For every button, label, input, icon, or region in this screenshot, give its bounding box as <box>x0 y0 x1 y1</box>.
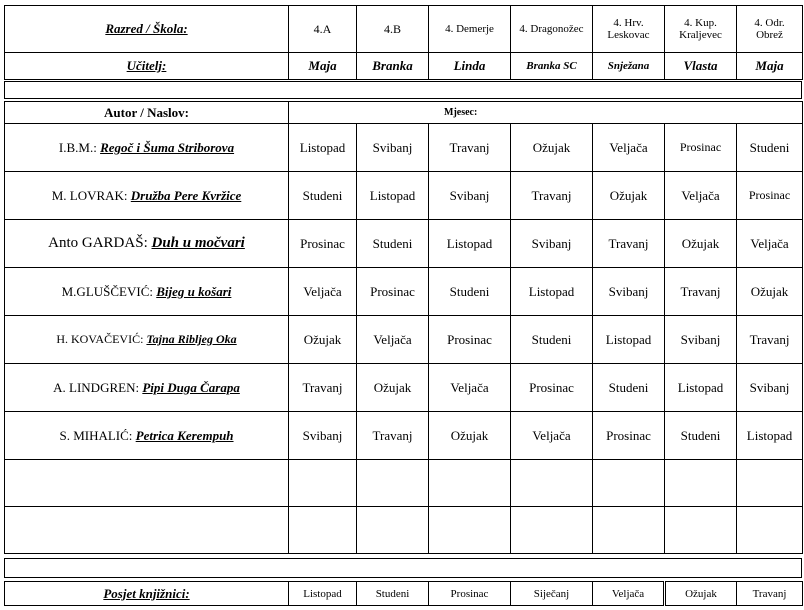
table-row <box>5 268 803 316</box>
month-cell: Travanj <box>593 220 665 268</box>
library-month-cell: Studeni <box>357 582 429 606</box>
table-row <box>5 220 803 268</box>
month-cell: Travanj <box>665 268 737 316</box>
library-month-cell: Siječanj <box>511 582 593 606</box>
teacher-cell: Vlasta <box>665 53 737 80</box>
month-cell: Listopad <box>289 124 357 172</box>
class-cell: 4. Demerje <box>429 6 511 53</box>
month-cell: Studeni <box>665 412 737 460</box>
month-cell: Ožujak <box>665 220 737 268</box>
table-row <box>5 316 803 364</box>
book-cell: M.GLUŠČEVIĆ: Bijeg u košari <box>5 268 289 316</box>
month-cell: Svibanj <box>511 220 593 268</box>
month-cell: Studeni <box>429 268 511 316</box>
library-month-cell: Veljača <box>593 582 665 606</box>
month-cell: Studeni <box>289 172 357 220</box>
teacher-row <box>5 53 803 80</box>
month-cell: Travanj <box>429 124 511 172</box>
library-label: Posjet knjižnici: <box>5 582 289 606</box>
class-cell: 4. Dragonožec <box>511 6 593 53</box>
book-cell: M. LOVRAK: Družba Pere Kvržice <box>5 172 289 220</box>
empty-cell <box>665 460 737 507</box>
month-cell: Prosinac <box>289 220 357 268</box>
month-cell: Veljača <box>429 364 511 412</box>
teacher-cell: Branka SC <box>511 53 593 80</box>
month-cell: Svibanj <box>665 316 737 364</box>
month-cell: Veljača <box>737 220 803 268</box>
month-cell: Prosinac <box>737 172 803 220</box>
class-cell: 4.A <box>289 6 357 53</box>
month-cell: Travanj <box>357 412 429 460</box>
month-cell: Veljača <box>593 124 665 172</box>
month-cell: Veljača <box>289 268 357 316</box>
table-row <box>5 124 803 172</box>
teacher-row-label: Učitelj: <box>5 53 289 80</box>
month-cell: Ožujak <box>357 364 429 412</box>
month-cell: Veljača <box>357 316 429 364</box>
month-cell: Studeni <box>593 364 665 412</box>
table-row <box>5 172 803 220</box>
library-month-cell: Ožujak <box>665 582 737 606</box>
month-cell: Travanj <box>511 172 593 220</box>
month-cell: Prosinac <box>665 124 737 172</box>
empty-cell <box>665 507 737 554</box>
empty-cell <box>357 507 429 554</box>
month-cell: Prosinac <box>429 316 511 364</box>
header-table <box>4 5 803 80</box>
month-cell: Ožujak <box>511 124 593 172</box>
month-cell: Prosinac <box>511 364 593 412</box>
book-cell: I.B.M.: Regoč i Šuma Striborova <box>5 124 289 172</box>
class-row <box>5 6 803 53</box>
month-cell: Veljača <box>665 172 737 220</box>
month-cell: Listopad <box>593 316 665 364</box>
month-cell: Svibanj <box>289 412 357 460</box>
month-cell: Listopad <box>357 172 429 220</box>
empty-cell <box>593 460 665 507</box>
empty-cell <box>357 460 429 507</box>
empty-cell <box>593 507 665 554</box>
book-cell: H. KOVAČEVIĆ: Tajna Ribljeg Oka <box>5 316 289 364</box>
empty-cell <box>737 507 803 554</box>
class-cell: 4. Hrv. Leskovac <box>593 6 665 53</box>
library-month-cell: Listopad <box>289 582 357 606</box>
empty-cell <box>429 507 511 554</box>
class-cell: 4. Kup. Kraljevec <box>665 6 737 53</box>
empty-cell <box>289 507 357 554</box>
month-cell: Veljača <box>511 412 593 460</box>
teacher-cell: Maja <box>289 53 357 80</box>
teacher-cell: Branka <box>357 53 429 80</box>
library-month-cell: Prosinac <box>429 582 511 606</box>
month-cell: Travanj <box>289 364 357 412</box>
library-visit-table <box>4 581 803 606</box>
empty-cell <box>5 507 289 554</box>
library-row <box>5 582 803 606</box>
month-cell: Studeni <box>511 316 593 364</box>
month-cell: Svibanj <box>593 268 665 316</box>
library-month-cell: Travanj <box>737 582 803 606</box>
table-row <box>5 364 803 412</box>
month-cell: Listopad <box>511 268 593 316</box>
empty-cell <box>737 460 803 507</box>
book-cell: A. LINDGREN: Pipi Duga Čarapa <box>5 364 289 412</box>
reading-schedule-table <box>4 101 803 554</box>
month-cell: Studeni <box>357 220 429 268</box>
class-cell: 4.B <box>357 6 429 53</box>
empty-cell <box>511 460 593 507</box>
month-cell: Prosinac <box>593 412 665 460</box>
month-cell: Listopad <box>429 220 511 268</box>
empty-cell <box>289 460 357 507</box>
month-cell: Ožujak <box>737 268 803 316</box>
month-cell: Prosinac <box>357 268 429 316</box>
month-cell: Studeni <box>737 124 803 172</box>
table-row <box>5 412 803 460</box>
teacher-cell: Snježana <box>593 53 665 80</box>
month-cell: Svibanj <box>737 364 803 412</box>
schedule-header-row <box>5 102 803 124</box>
separator-band <box>4 81 802 99</box>
book-cell: Anto GARDAŠ: Duh u močvari <box>5 220 289 268</box>
empty-cell <box>5 460 289 507</box>
teacher-cell: Linda <box>429 53 511 80</box>
empty-cell <box>511 507 593 554</box>
author-header: Autor / Naslov: <box>5 102 289 124</box>
month-cell: Ožujak <box>429 412 511 460</box>
class-cell: 4. Odr. Obrež <box>737 6 803 53</box>
class-row-label: Razred / Škola: <box>5 6 289 53</box>
book-cell: S. MIHALIĆ: Petrica Kerempuh <box>5 412 289 460</box>
month-header: Mjesec: <box>289 102 803 124</box>
separator-band <box>4 558 802 578</box>
month-cell: Listopad <box>737 412 803 460</box>
month-cell: Ožujak <box>593 172 665 220</box>
teacher-cell: Maja <box>737 53 803 80</box>
month-cell: Svibanj <box>357 124 429 172</box>
month-cell: Svibanj <box>429 172 511 220</box>
empty-cell <box>429 460 511 507</box>
month-cell: Travanj <box>737 316 803 364</box>
month-cell: Listopad <box>665 364 737 412</box>
month-cell: Ožujak <box>289 316 357 364</box>
empty-row <box>5 460 803 507</box>
empty-row <box>5 507 803 554</box>
